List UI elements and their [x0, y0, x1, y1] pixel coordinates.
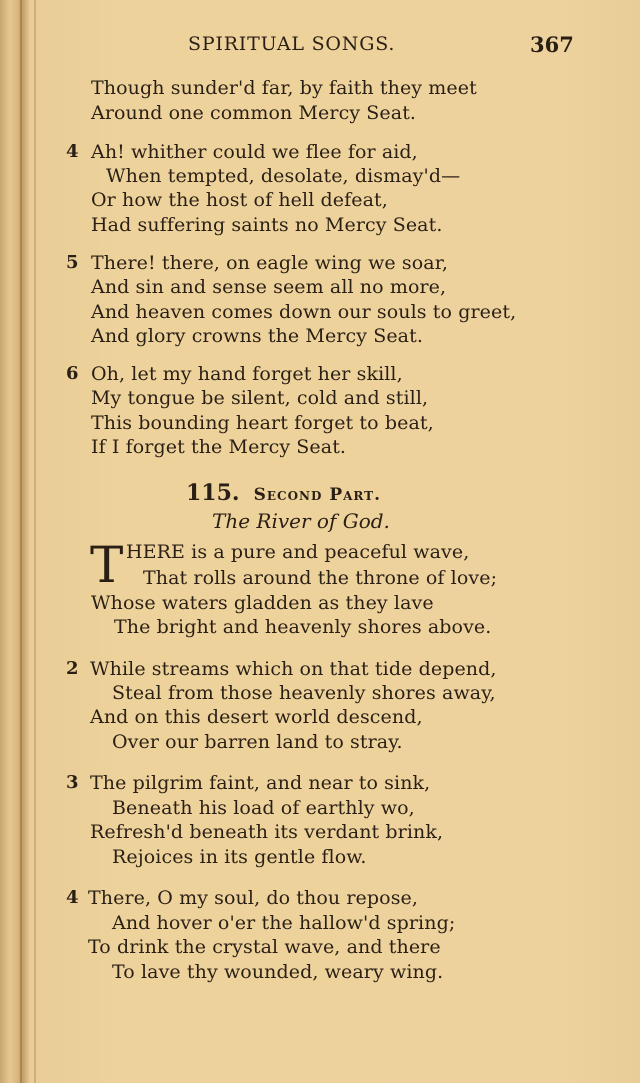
hymn-number: 115.	[186, 480, 240, 506]
binding-edge	[34, 0, 36, 1083]
verse-line: Beneath his load of earthly wo,	[112, 797, 415, 819]
verse-line: Or how the host of hell defeat,	[91, 189, 388, 211]
verse-line: Though sunder'd far, by faith they meet	[91, 77, 477, 99]
verse-line: That rolls around the throne of love;	[143, 567, 498, 589]
verse-line: Had suffering saints no Mercy Seat.	[91, 214, 443, 236]
verse-line: The pilgrim faint, and near to sink,	[90, 772, 431, 794]
verse-line: To lave thy wounded, weary wing.	[112, 961, 444, 983]
verse-line: Oh, let my hand forget her skill,	[91, 363, 403, 385]
stanza-number: 5	[66, 252, 79, 273]
hymn-part: Second Part.	[253, 485, 382, 505]
verse-line: This bounding heart forget to beat,	[91, 412, 434, 434]
verse-line: Ah! whither could we flee for aid,	[91, 141, 418, 163]
verse-line: There! there, on eagle wing we soar,	[91, 252, 448, 274]
hymn-title: The River of God.	[212, 509, 390, 533]
verse-line: My tongue be silent, cold and still,	[91, 387, 429, 409]
verse-line: There, O my soul, do thou repose,	[88, 887, 419, 909]
verse-line: If I forget the Mercy Seat.	[91, 436, 347, 458]
stanza-number: 2	[66, 658, 79, 679]
stanza-number: 4	[66, 887, 79, 908]
verse-line: Over our barren land to stray.	[112, 731, 403, 753]
verse-line: Steal from those heavenly shores away,	[112, 682, 496, 704]
drop-cap: T	[90, 536, 124, 594]
verse-line: Around one common Mercy Seat.	[91, 102, 417, 124]
verse-line: The bright and heavenly shores above.	[114, 616, 492, 638]
verse-line: Whose waters gladden as they lave	[91, 592, 434, 614]
page-number: 367	[530, 32, 574, 57]
verse-line: And hover o'er the hallow'd spring;	[112, 912, 456, 934]
binding-edge	[20, 0, 22, 1083]
stanza-number: 4	[66, 141, 79, 162]
verse-line: To drink the crystal wave, and there	[88, 936, 441, 958]
verse-line: When tempted, desolate, dismay'd—	[106, 165, 461, 187]
verse-line: And sin and sense seem all no more,	[91, 276, 447, 298]
stanza-number: 6	[66, 363, 79, 384]
running-title: SPIRITUAL SONGS.	[188, 33, 396, 55]
verse-line: While streams which on that tide depend,	[90, 658, 497, 680]
stanza-number: 3	[66, 772, 79, 793]
verse-line: And on this desert world descend,	[90, 706, 423, 728]
verse-line: And heaven comes down our souls to greet,	[91, 301, 517, 323]
hymn-heading	[186, 480, 381, 506]
verse-line: And glory crowns the Mercy Seat.	[91, 325, 423, 347]
verse-line: HERE is a pure and peaceful wave,	[126, 541, 470, 563]
verse-line: Rejoices in its gentle flow.	[112, 846, 367, 868]
verse-line: Refresh'd beneath its verdant brink,	[90, 821, 444, 843]
